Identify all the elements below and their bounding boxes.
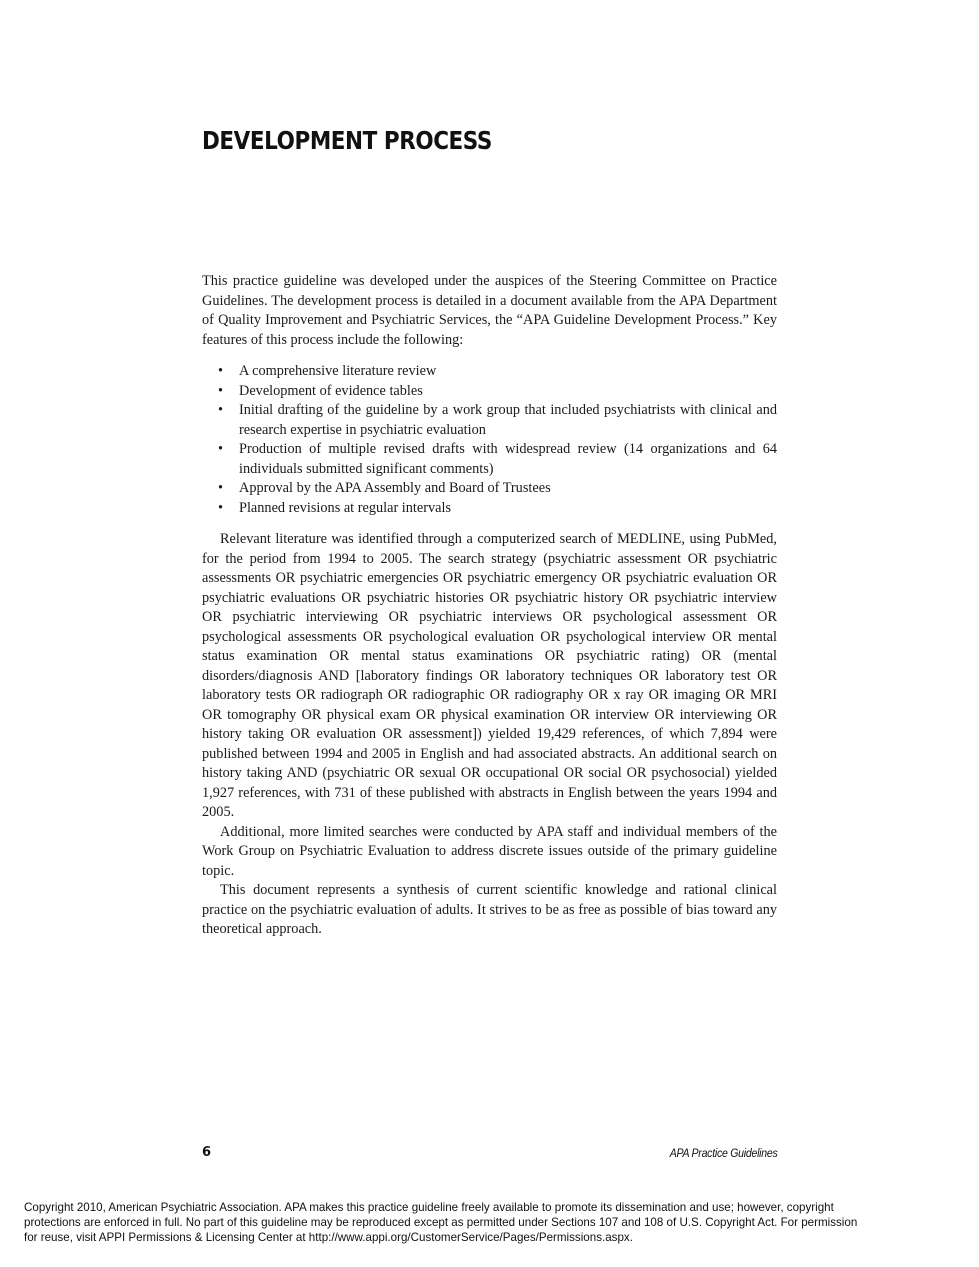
list-item-text: Initial drafting of the guideline by a work group that included psychiatrists with clinical and research expertise in psychiatric evaluation (239, 402, 777, 438)
copyright-line: protections are enforced in full. No part of this guideline may be reproduced except as permitted under Sections 107 and 108 of U.S. Copyright Act. For permission (24, 1216, 858, 1229)
bullet-icon: • (218, 402, 224, 418)
intro-paragraph: This practice guideline was developed under the auspices of the Steering Committee on Practice Guidelines. The development process is detailed in a document available from the APA Department of Quality Improvement and Psychiatric Services, the “APA Guideline Development Process.” Key features of this process include the following: (202, 273, 777, 348)
list-item (202, 440, 777, 479)
list-item (202, 382, 777, 402)
list-item-text: A comprehensive literature review (239, 363, 437, 379)
list-item-text: Planned revisions at regular intervals (239, 499, 452, 516)
copyright-line: Copyright 2010, American Psychiatric Association. APA makes this practice guideline freely available to promote its dissemination and use; however, copyright (24, 1201, 834, 1214)
bullet-icon: • (218, 382, 224, 399)
running-title: APA Practice Guidelines (669, 1146, 777, 1160)
synthesis-paragraph: This document represents a synthesis of current scientific knowledge and rational clinical practice on the psychiatric evaluation of adults. It strives to be as free as possible of bias toward any theoretical approach. (202, 882, 777, 937)
list-item (202, 479, 777, 499)
literature-search-paragraph: Relevant literature was identified through a computerized search of MEDLINE, using PubMed, for the period from 1994 to 2005. The search strategy (psychiatric assessment OR psychiatric assessments OR psychiatric emergencies OR psychiatric emergency OR psychiatric evaluation OR psychiatric evaluations OR psychiatric histories OR psychiatric history OR psychiatric interview OR psychiatric interviewing OR psychiatric interviews OR psychological assessment OR psychological assessments OR psychological evaluation OR psychological interview OR mental status examination OR mental status examinations OR psychiatric rating) OR (mental disorders/diagnosis AND [laboratory findings OR laboratory techniques OR laboratory test OR laboratory tests OR radiograph OR radiographic OR radiography OR x ray OR imaging OR MRI OR tomography OR physical exam OR physical examination OR interview OR interviewing OR history taking OR evaluation OR assessment]) yielded 19,429 references, of which 7,894 were published between 1994 and 2005 in English and had associated abstracts. An additional search on history taking AND (psychiatric OR sexual OR occupational OR social OR psychosocial) yielded 1,927 references, with 731 of these published with abstracts in English between the years 1994 and 2005. (202, 531, 777, 820)
copyright-line: for reuse, visit APPI Permissions & Licensing Center at http://www.appi.org/CustomerService/Pages/Permissions.aspx. (24, 1231, 633, 1244)
list-item-text: Approval by the APA Assembly and Board of Trustees (239, 480, 551, 496)
body-text (202, 272, 777, 940)
copyright-notice (24, 1200, 954, 1245)
section-heading: DEVELOPMENT PROCESS (202, 126, 492, 155)
bullet-icon: • (218, 480, 224, 496)
list-item (202, 401, 777, 440)
list-item (202, 362, 777, 382)
additional-searches-paragraph: Additional, more limited searches were conducted by APA staff and individual members of the Work Group on Psychiatric Evaluation to address discrete issues outside of the primary guideline topic. (202, 823, 777, 879)
bullet-icon: • (218, 363, 224, 379)
list-item (202, 499, 777, 519)
list-item-text: Development of evidence tables (239, 382, 423, 399)
key-features-list (202, 362, 777, 518)
bullet-icon: • (218, 441, 224, 457)
page-number: 6 (202, 1145, 212, 1160)
list-item-text: Production of multiple revised drafts with widespread review (14 organizations and 64 individuals submitted significant comments) (239, 441, 777, 477)
bullet-icon: • (218, 499, 224, 516)
